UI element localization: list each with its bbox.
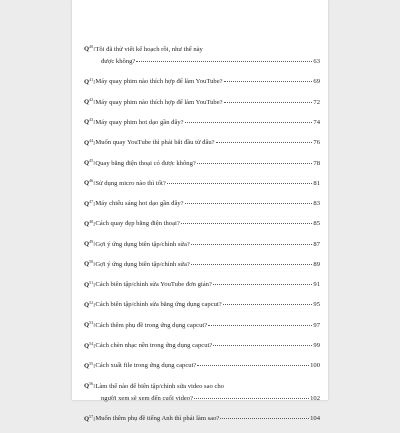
- question-number: $Q^{42}$:: [84, 97, 96, 106]
- toc-entry-line: [84, 198, 320, 208]
- toc-entry-line: [84, 238, 320, 248]
- toc-entry-line: [84, 177, 320, 187]
- page-number: 83: [313, 200, 320, 208]
- question-number: $Q^{53}$:: [84, 320, 96, 329]
- dot-leader: [208, 319, 312, 326]
- dot-leader: [224, 75, 313, 82]
- toc-entry-title: Quay bằng điện thoại có được không?: [95, 159, 196, 167]
- toc-entry: [84, 157, 320, 167]
- question-number-superscript: 55: [89, 360, 94, 366]
- question-number: $Q^{54}$:: [84, 340, 96, 350]
- dot-leader: [185, 116, 313, 123]
- dot-leader: [197, 359, 309, 366]
- toc-entry-line: [84, 279, 320, 289]
- question-number-superscript: 47: [89, 198, 94, 204]
- toc-entry-title: Gợi ý ứng dụng biên tập/chỉnh sửa?: [95, 240, 190, 248]
- question-number: $Q^{47}$:: [84, 198, 96, 208]
- toc-entry-title: Cách biên tập/chỉnh sửa YouTube đơn giản?: [95, 281, 212, 289]
- toc-entry: [84, 279, 320, 289]
- dot-leader: [167, 177, 313, 184]
- page-number: 76: [313, 139, 320, 147]
- toc-entry-line: [84, 319, 320, 329]
- page-number: 85: [313, 220, 320, 228]
- toc-entry-line: [84, 413, 320, 423]
- toc-entry: [84, 299, 320, 309]
- toc-entry-title: Máy quay phim nào thích hợp để làm YouTube?: [95, 78, 223, 86]
- toc-entry: [84, 116, 320, 126]
- question-number-superscript: 51: [89, 279, 94, 285]
- toc-entry: [84, 380, 320, 403]
- toc-entry-title: Muốn thêm phụ đề tiếng Anh thì phải làm sao?: [95, 415, 220, 423]
- toc-entry-line: [84, 299, 320, 309]
- question-number: $Q^{43}$:: [84, 117, 96, 126]
- dot-leader: [223, 298, 313, 305]
- book-page: [72, 0, 328, 423]
- toc-entry-title: được không?: [101, 58, 136, 66]
- dot-leader: [213, 339, 312, 346]
- dot-leader: [181, 217, 313, 224]
- page-number: 81: [313, 179, 320, 187]
- toc-entry-title: Máy quay phim nào thích hợp để làm YouTube?: [95, 98, 223, 106]
- dot-leader: [220, 412, 309, 419]
- question-number-superscript: 44: [89, 137, 94, 143]
- question-number-superscript: 50: [89, 259, 94, 265]
- page-number: 78: [313, 159, 320, 167]
- page-number: 100: [310, 362, 320, 370]
- toc-entry-title: Gợi ý ứng dụng biên tập/chỉnh sửa?: [95, 260, 190, 268]
- toc-entry: [84, 177, 320, 187]
- dot-leader: [216, 136, 313, 143]
- toc-entry-line: [84, 137, 320, 147]
- question-number-superscript: 56: [89, 381, 94, 387]
- dot-leader: [197, 157, 313, 164]
- page-number: 87: [313, 240, 320, 248]
- toc-entry: [84, 413, 320, 423]
- page-number: 63: [313, 58, 320, 66]
- table-of-contents: [84, 43, 320, 433]
- page-number: 69: [313, 78, 320, 86]
- page-number: 72: [313, 98, 320, 106]
- dot-leader: [185, 197, 313, 204]
- dot-leader: [191, 258, 313, 265]
- question-number-superscript: 41: [89, 76, 94, 82]
- toc-entry-continuation: [84, 393, 320, 403]
- toc-entry-title: Cách biên tập/chỉnh sửa bằng ứng dụng capcut?: [95, 301, 222, 309]
- question-number-superscript: 46: [89, 178, 94, 184]
- question-number-superscript: 52: [89, 299, 94, 305]
- toc-entry-line: [84, 96, 320, 106]
- toc-entry: [84, 258, 320, 268]
- question-number-superscript: 57: [89, 413, 94, 419]
- page-number: 91: [313, 281, 320, 289]
- question-number-superscript: 42: [89, 97, 94, 103]
- toc-entry-line: [84, 218, 320, 228]
- toc-entry-line: [84, 157, 320, 167]
- question-number: $Q^{55}$:: [84, 360, 96, 370]
- question-number-superscript: 48: [89, 218, 94, 224]
- toc-entry: [84, 319, 320, 329]
- toc-entry-title: Làm thế nào để biên tập/chỉnh sửa video sao cho: [95, 382, 224, 390]
- toc-entry-continuation: [84, 56, 320, 66]
- toc-entry-line: [84, 340, 320, 350]
- toc-entry-line: [84, 116, 320, 126]
- toc-entry-line: [84, 360, 320, 370]
- toc-entry: [84, 238, 320, 248]
- toc-entry-title: Máy chiếu sáng hot dạo gần đây?: [95, 200, 184, 208]
- page-number: 102: [310, 395, 320, 403]
- page-number: 95: [313, 301, 320, 309]
- dot-leader: [224, 96, 313, 103]
- question-number-superscript: 53: [89, 320, 94, 326]
- question-number-superscript: 43: [89, 117, 94, 123]
- question-number: $Q^{51}$:: [84, 279, 96, 289]
- question-number: $Q^{45}$:: [84, 158, 96, 167]
- toc-entry: [84, 76, 320, 86]
- question-number: $Q^{56}$:: [84, 381, 96, 390]
- toc-entry-title: Muốn quay YouTube thì phải bắt đầu từ đâu?: [95, 139, 215, 147]
- question-number: $Q^{40}$:: [84, 44, 96, 53]
- toc-entry: [84, 340, 320, 350]
- page-number: 99: [313, 342, 320, 350]
- toc-entry-line: [84, 76, 320, 86]
- toc-entry: [84, 137, 320, 147]
- toc-entry-title: Cách quay đẹp bằng điện thoại?: [95, 220, 180, 228]
- toc-entry-title: Cách thêm phụ đề trong ứng dụng capcut?: [95, 321, 208, 329]
- toc-entry: [84, 198, 320, 208]
- toc-entry-line: [84, 258, 320, 268]
- question-number-superscript: 54: [89, 340, 94, 346]
- page-number: 74: [313, 118, 320, 126]
- page-number: 89: [313, 260, 320, 268]
- toc-entry: [84, 43, 320, 66]
- dot-leader: [136, 55, 312, 62]
- toc-entry-line: [84, 43, 320, 53]
- question-number: $Q^{57}$:: [84, 413, 96, 423]
- toc-entry-title: Cách chèn nhạc nền trong ứng dụng capcut?: [95, 342, 213, 350]
- dot-leader: [194, 392, 309, 399]
- toc-entry-line: [84, 380, 320, 390]
- toc-entry-title: Tôi đã thử viết kế hoạch rồi, như thế này: [95, 45, 203, 53]
- dot-leader: [191, 238, 313, 245]
- question-number-superscript: 49: [89, 239, 94, 245]
- page-number: 104: [310, 415, 320, 423]
- toc-entry: [84, 218, 320, 228]
- dot-leader: [213, 278, 313, 285]
- question-number: $Q^{44}$:: [84, 137, 96, 147]
- toc-entry-title: người xem sẽ xem đến cuối video?: [101, 395, 194, 403]
- toc-entry: [84, 360, 320, 370]
- toc-entry-title: Cách xuất file trong ứng dụng capcut?: [95, 362, 197, 370]
- question-number: $Q^{46}$:: [84, 178, 96, 187]
- toc-entry-title: Máy quay phim hot dạo gần đây?: [95, 118, 184, 126]
- question-number: $Q^{52}$:: [84, 299, 96, 309]
- question-number: $Q^{48}$:: [84, 218, 96, 228]
- question-number-superscript: 45: [89, 158, 94, 163]
- question-number: $Q^{49}$:: [84, 239, 96, 248]
- toc-entry-title: Sử dụng micro nào thì tốt?: [95, 179, 166, 187]
- page-number: 97: [313, 321, 320, 329]
- question-number: $Q^{50}$:: [84, 259, 96, 268]
- toc-entry: [84, 96, 320, 106]
- question-number: $Q^{41}$:: [84, 76, 96, 86]
- question-number-superscript: 40: [89, 44, 94, 49]
